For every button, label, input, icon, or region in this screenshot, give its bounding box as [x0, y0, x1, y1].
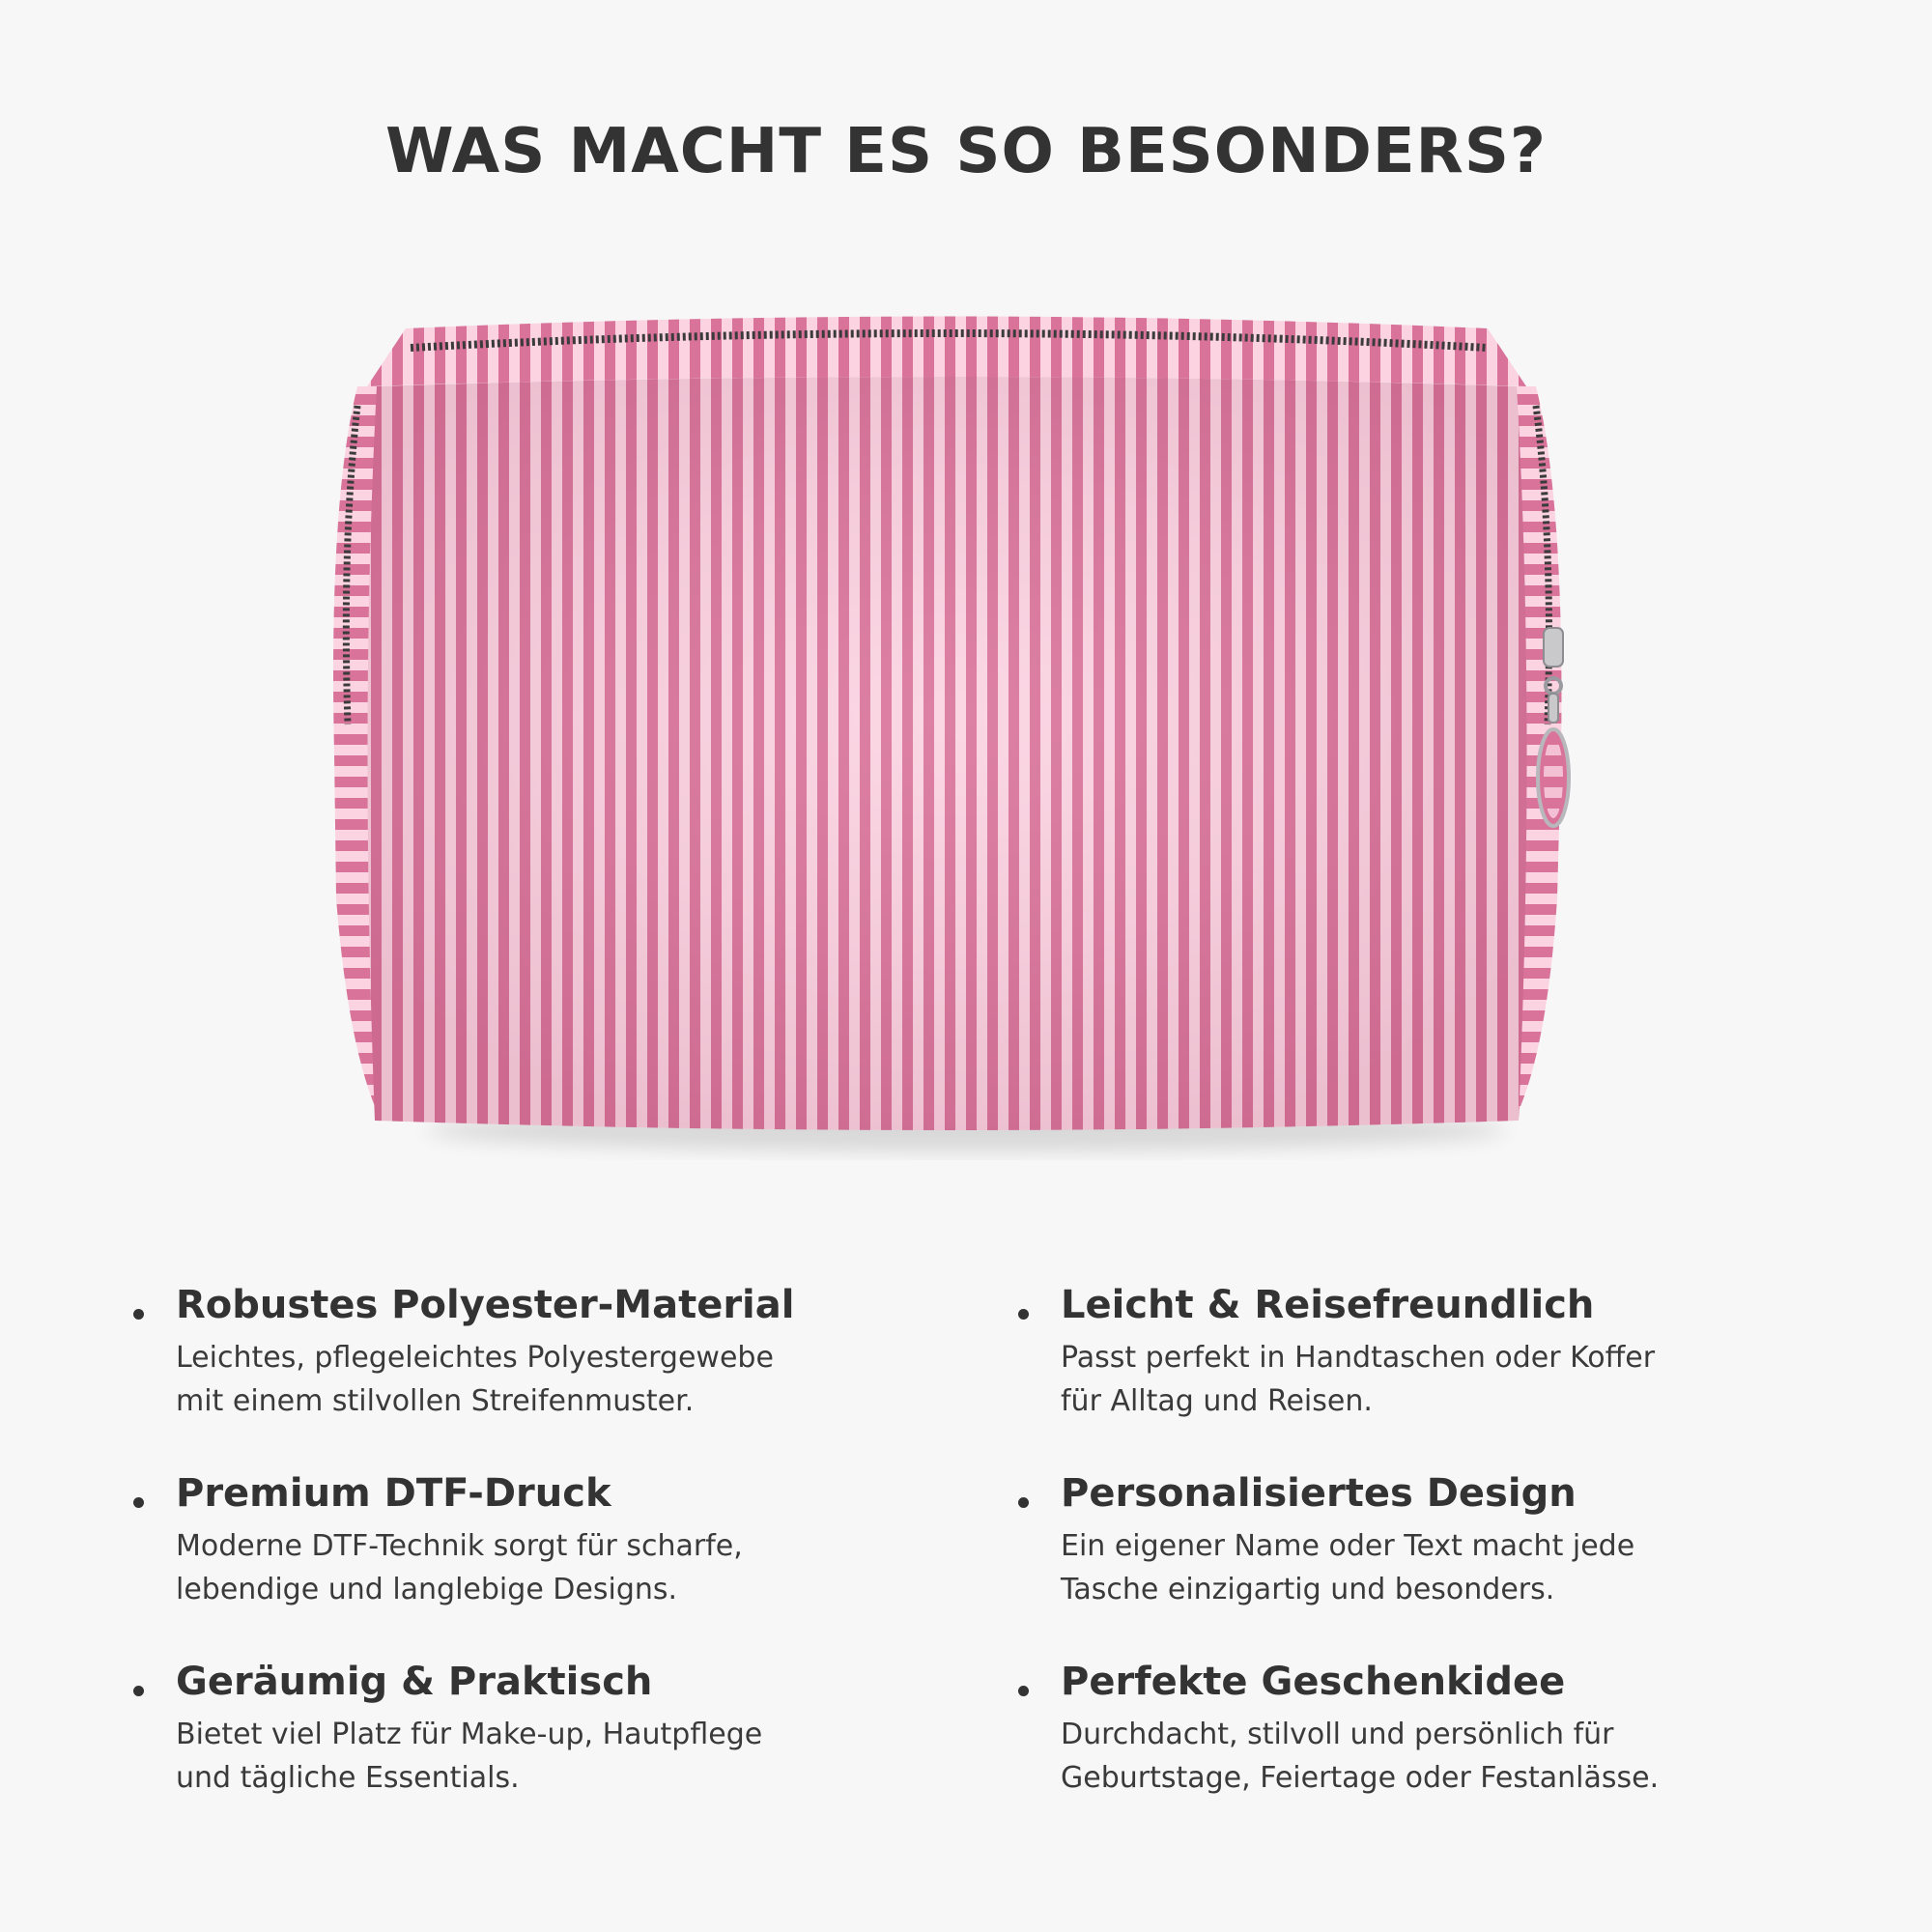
striped-cosmetic-bag-illustration — [328, 309, 1623, 1179]
bullet-icon — [133, 1497, 144, 1508]
feature-description: Moderne DTF-Technik sorgt für scharfe, lebendige und langlebige Designs. — [176, 1529, 743, 1606]
bullet-icon — [1018, 1309, 1029, 1320]
bullet-icon — [1018, 1497, 1029, 1508]
bullet-icon — [133, 1309, 144, 1320]
bullet-icon — [1018, 1686, 1029, 1696]
features-list — [0, 1280, 1932, 1860]
feature-title: Personalisiertes Design — [1061, 1471, 1577, 1516]
feature-title: Premium DTF-Druck — [176, 1471, 611, 1516]
feature-item — [1061, 1468, 1795, 1611]
feature-title: Geräumig & Praktisch — [176, 1660, 653, 1704]
bag-top-panel — [367, 317, 1526, 387]
feature-item — [1061, 1657, 1795, 1800]
feature-item — [176, 1657, 910, 1800]
product-image — [328, 309, 1623, 1179]
feature-description: Durchdacht, stilvoll und persönlich für Geburtstage, Feiertage oder Festanlässe. — [1061, 1718, 1660, 1795]
feature-description: Passt perfekt in Handtaschen oder Koffer für Alltag und Reisen. — [1061, 1341, 1656, 1418]
feature-item — [1061, 1280, 1795, 1423]
feature-item — [176, 1280, 910, 1423]
bullet-icon — [133, 1686, 144, 1696]
feature-description: Bietet viel Platz für Make-up, Hautpflege und tägliche Essentials. — [176, 1718, 763, 1795]
feature-title: Robustes Polyester-Material — [176, 1283, 795, 1327]
feature-description: Leichtes, pflegeleichtes Polyestergewebe mit einem stilvollen Streifenmuster. — [176, 1341, 774, 1418]
feature-description: Ein eigener Name oder Text macht jede Tasche einzigartig und besonders. — [1061, 1529, 1635, 1606]
feature-title: Leicht & Reisefreundlich — [1061, 1283, 1595, 1327]
feature-title: Perfekte Geschenkidee — [1061, 1660, 1566, 1704]
page-title: WAS MACHT ES SO BESONDERS? — [384, 116, 1548, 187]
feature-item — [176, 1468, 910, 1611]
